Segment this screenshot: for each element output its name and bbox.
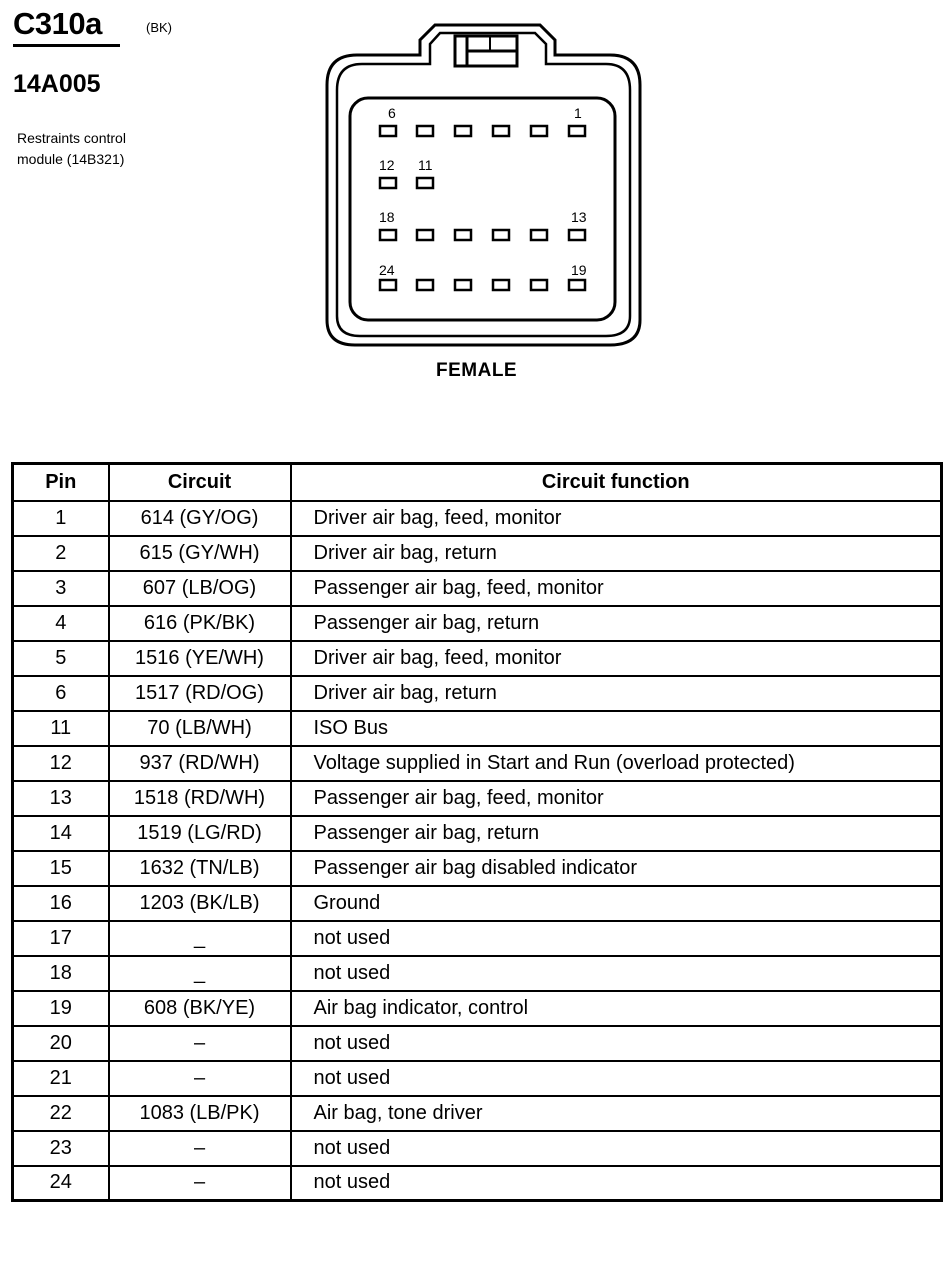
cavity-label-18: 18	[379, 209, 395, 225]
pin-cell: 2	[13, 536, 109, 571]
cavity-label-11: 11	[418, 157, 433, 173]
cavity-r4-c1	[380, 280, 396, 290]
table-row	[13, 1061, 942, 1096]
table-row	[13, 1096, 942, 1131]
header-pin: Pin	[13, 464, 109, 501]
circuit-function-cell: Driver air bag, return	[291, 536, 942, 571]
pin-cell: 5	[13, 641, 109, 676]
description-line-2: module (14B321)	[17, 151, 125, 167]
circuit-function-cell: Air bag indicator, control	[291, 991, 942, 1026]
pin-cell: 23	[13, 1131, 109, 1166]
cavity-r3-c4	[493, 230, 509, 240]
pin-cell: 17	[13, 921, 109, 956]
cavity-r2-c1	[380, 178, 396, 188]
part-number: 14A005	[13, 70, 101, 98]
circuit-function-cell: Passenger air bag disabled indicator	[291, 851, 942, 886]
circuit-cell: 70 (LB/WH)	[109, 711, 291, 746]
circuit-function-cell: Passenger air bag, return	[291, 816, 942, 851]
cavity-r2-c2	[417, 178, 433, 188]
table-row	[13, 641, 942, 676]
pin-cell: 13	[13, 781, 109, 816]
connector-face-diagram	[0, 0, 951, 400]
circuit-function-cell: not used	[291, 921, 942, 956]
cavity-r4-c2	[417, 280, 433, 290]
cavity-r4-c6	[569, 280, 585, 290]
connector-gender: FEMALE	[436, 360, 518, 381]
circuit-function-cell: not used	[291, 956, 942, 991]
pin-cell: 20	[13, 1026, 109, 1061]
circuit-function-cell: ISO Bus	[291, 711, 942, 746]
cavity-label-6: 6	[388, 105, 396, 121]
cavity-r3-c2	[417, 230, 433, 240]
cavity-r1-c5	[531, 126, 547, 136]
circuit-function-cell: Driver air bag, feed, monitor	[291, 501, 942, 536]
pin-cell: 14	[13, 816, 109, 851]
table-row	[13, 746, 942, 781]
cavity-group	[380, 126, 585, 290]
cavity-r3-c1	[380, 230, 396, 240]
circuit-function-cell: not used	[291, 1131, 942, 1166]
pin-cell: 4	[13, 606, 109, 641]
table-row	[13, 606, 942, 641]
header-circuit-function: Circuit function	[291, 464, 942, 501]
table-row	[13, 571, 942, 606]
cavity-r1-c6	[569, 126, 585, 136]
table-row	[13, 711, 942, 746]
circuit-function-cell: Air bag, tone driver	[291, 1096, 942, 1131]
pin-cell: 16	[13, 886, 109, 921]
header-circuit: Circuit	[109, 464, 291, 501]
cavity-r3-c3	[455, 230, 471, 240]
cavity-r1-c1	[380, 126, 396, 136]
table-row	[13, 501, 942, 536]
table-row	[13, 816, 942, 851]
table-row	[13, 781, 942, 816]
circuit-function-cell: not used	[291, 1166, 942, 1201]
connector-outer-housing	[327, 25, 640, 345]
pin-cell: 24	[13, 1166, 109, 1201]
pin-cell: 1	[13, 501, 109, 536]
circuit-cell: 937 (RD/WH)	[109, 746, 291, 781]
circuit-cell: 615 (GY/WH)	[109, 536, 291, 571]
connector-color-code: (BK)	[146, 20, 172, 35]
circuit-function-cell: Ground	[291, 886, 942, 921]
circuit-cell: 607 (LB/OG)	[109, 571, 291, 606]
pin-table	[11, 462, 943, 1202]
pin-cell: 21	[13, 1061, 109, 1096]
description-line-1: Restraints control	[17, 130, 126, 146]
cavity-r1-c3	[455, 126, 471, 136]
pin-cell: 19	[13, 991, 109, 1026]
table-row	[13, 991, 942, 1026]
circuit-cell: 1083 (LB/PK)	[109, 1096, 291, 1131]
pin-cell: 6	[13, 676, 109, 711]
table-row	[13, 886, 942, 921]
cavity-r3-c6	[569, 230, 585, 240]
pin-cell: 3	[13, 571, 109, 606]
cavity-r4-c3	[455, 280, 471, 290]
circuit-cell: 614 (GY/OG)	[109, 501, 291, 536]
cavity-label-24: 24	[379, 262, 395, 278]
circuit-cell: –	[109, 1026, 291, 1061]
table-row	[13, 956, 942, 991]
circuit-cell: _	[109, 956, 291, 991]
pin-cell: 22	[13, 1096, 109, 1131]
circuit-cell: 608 (BK/YE)	[109, 991, 291, 1026]
pin-cell: 12	[13, 746, 109, 781]
table-row	[13, 536, 942, 571]
cavity-label-19: 19	[571, 262, 587, 278]
circuit-cell: 616 (PK/BK)	[109, 606, 291, 641]
cavity-label-1: 1	[574, 105, 582, 121]
circuit-function-cell: Passenger air bag, return	[291, 606, 942, 641]
table-row	[13, 851, 942, 886]
circuit-function-cell: Passenger air bag, feed, monitor	[291, 571, 942, 606]
table-row	[13, 1131, 942, 1166]
circuit-cell: –	[109, 1166, 291, 1201]
cavity-r1-c4	[493, 126, 509, 136]
circuit-cell: 1518 (RD/WH)	[109, 781, 291, 816]
circuit-cell: 1632 (TN/LB)	[109, 851, 291, 886]
circuit-function-cell: Driver air bag, feed, monitor	[291, 641, 942, 676]
pin-cell: 11	[13, 711, 109, 746]
cavity-r1-c2	[417, 126, 433, 136]
cavity-label-13: 13	[571, 209, 587, 225]
table-row	[13, 921, 942, 956]
circuit-cell: 1203 (BK/LB)	[109, 886, 291, 921]
circuit-cell: _	[109, 921, 291, 956]
circuit-cell: 1516 (YE/WH)	[109, 641, 291, 676]
circuit-cell: –	[109, 1131, 291, 1166]
cavity-r3-c5	[531, 230, 547, 240]
connector-id: C310a	[13, 6, 102, 41]
table-header-row	[13, 464, 942, 501]
circuit-cell: 1519 (LG/RD)	[109, 816, 291, 851]
table-row	[13, 676, 942, 711]
circuit-function-cell: Passenger air bag, feed, monitor	[291, 781, 942, 816]
table-row	[13, 1026, 942, 1061]
circuit-function-cell: not used	[291, 1061, 942, 1096]
cavity-r4-c5	[531, 280, 547, 290]
cavity-r4-c4	[493, 280, 509, 290]
circuit-cell: –	[109, 1061, 291, 1096]
circuit-function-cell: Driver air bag, return	[291, 676, 942, 711]
circuit-function-cell: not used	[291, 1026, 942, 1061]
table-row	[13, 1166, 942, 1201]
cavity-label-12: 12	[379, 157, 395, 173]
circuit-function-cell: Voltage supplied in Start and Run (overload protected)	[291, 746, 942, 781]
pin-cell: 15	[13, 851, 109, 886]
circuit-cell: 1517 (RD/OG)	[109, 676, 291, 711]
pin-cell: 18	[13, 956, 109, 991]
